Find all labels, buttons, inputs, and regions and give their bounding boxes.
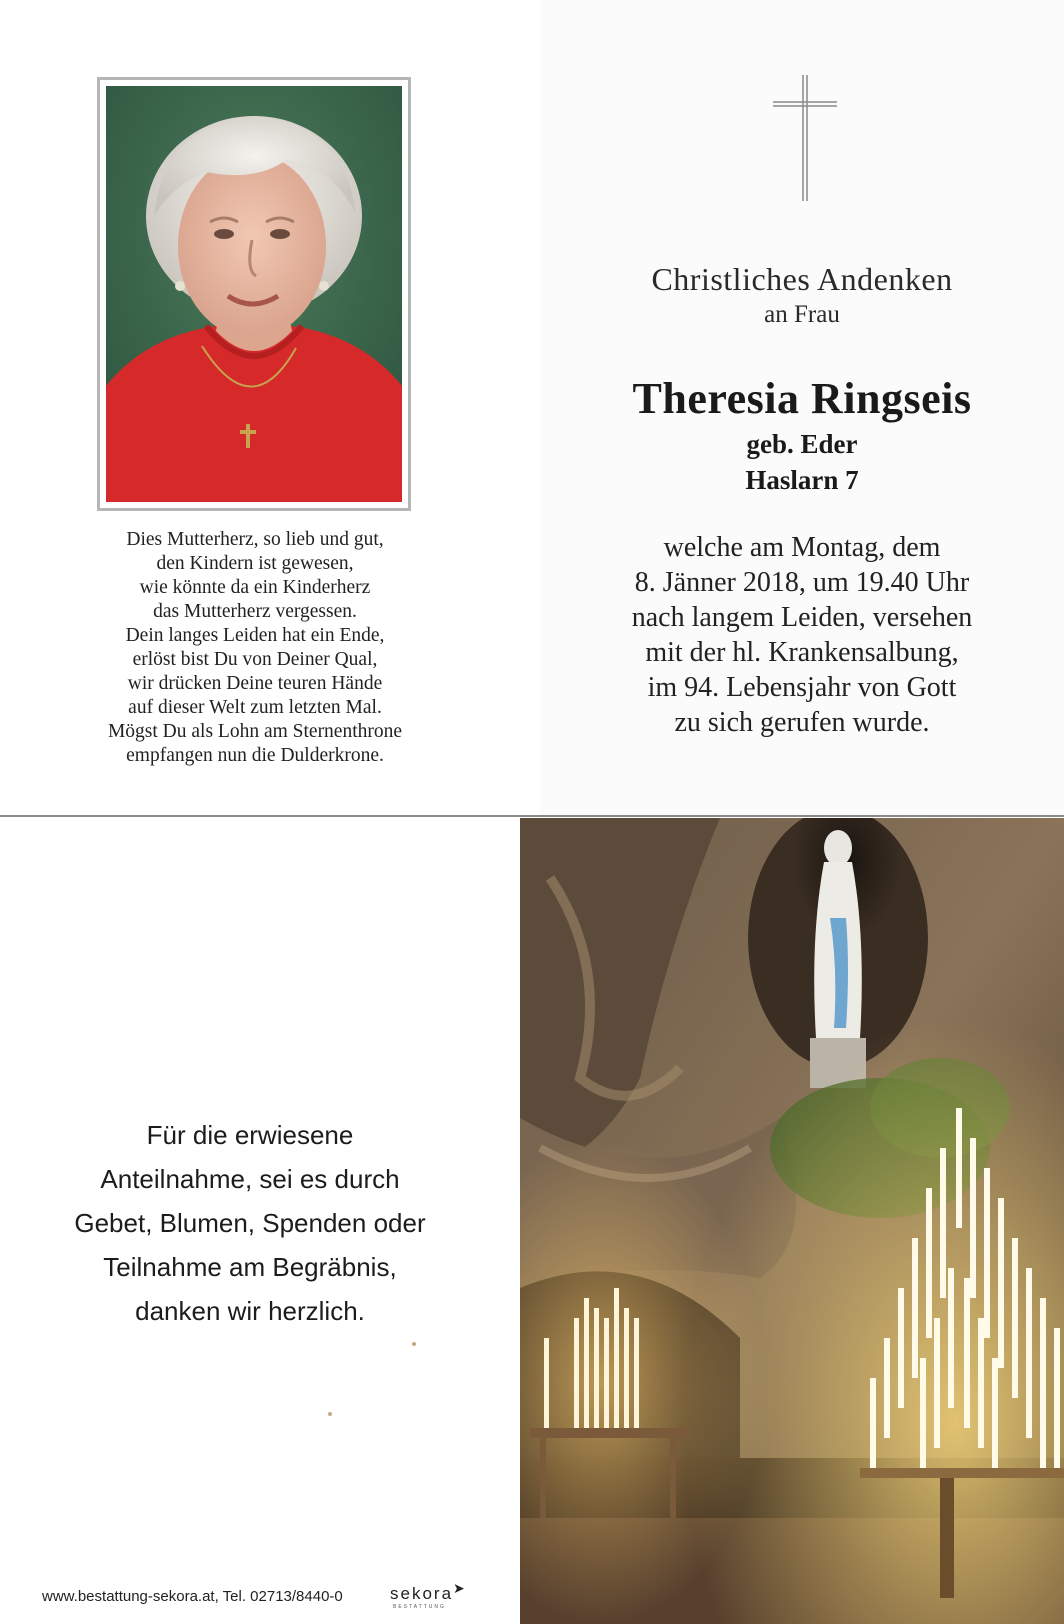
thanks-line: Für die erwiesene [146,1120,354,1150]
heading-title: Christliches Andenken [651,261,953,297]
logo-subtext: BESTATTUNG [393,1604,446,1610]
thanks-line: Gebet, Blumen, Spenden oder [74,1208,426,1238]
poem-line: erlöst bist Du von Deiner Qual, [132,649,378,670]
portrait-illustration [106,86,402,502]
memorial-heading [560,258,1044,330]
poem-line: das Mutterherz vergessen. [153,601,357,622]
poem-line: wir drücken Deine teuren Hände [127,673,383,694]
funeral-home-contact: www.bestattung-sekora.at, Tel. 02713/8440-0 [42,1588,343,1605]
notice-line: welche am Montag, dem [663,532,941,563]
heading-subtitle: an Frau [764,301,840,328]
poem-line: den Kindern ist gewesen, [156,553,354,574]
thanks-line: danken wir herzlich. [135,1296,365,1326]
notice-line: nach langem Leiden, versehen [631,602,973,633]
poem-line: empfangen nun die Dulderkrone. [126,745,384,766]
deceased-info [560,372,1044,498]
bird-icon: ➤ [453,1580,465,1596]
portrait-photo [106,86,402,502]
poem-line: auf dieser Welt zum letzten Mal. [128,697,382,718]
grotto-illustration [520,818,1064,1624]
thanks-line: Anteilnahme, sei es durch [100,1164,400,1194]
poem [55,528,455,768]
notice-line: mit der hl. Krankensalbung, [645,637,959,668]
thanks-text [30,1113,470,1333]
poem-line: Dein langes Leiden hat ein Ende, [125,625,385,646]
address: Haslarn 7 [745,465,859,495]
paper-speck [328,1412,332,1416]
latin-cross-icon [773,75,837,201]
poem-line: Mögst Du als Lohn am Sternenthrone [107,721,403,742]
notice-line: im 94. Lebensjahr von Gott [647,672,957,703]
notice-line: 8. Jänner 2018, um 19.40 Uhr [634,567,970,598]
lourdes-grotto-photo [520,818,1064,1624]
deceased-name: Theresia Ringseis [632,374,972,423]
poem-line: Dies Mutterherz, so lieb und gut, [126,529,384,550]
paper-speck [412,1342,416,1346]
death-notice-text [560,530,1044,740]
portrait-frame [97,77,411,511]
logo-text: sekora [390,1584,454,1603]
thanks-line: Teilnahme am Begräbnis, [103,1252,397,1282]
notice-line: zu sich gerufen wurde. [674,707,930,738]
poem-line: wie könnte da ein Kinderherz [139,577,371,598]
funeral-home-logo [390,1580,465,1604]
maiden-name: geb. Eder [746,429,858,459]
